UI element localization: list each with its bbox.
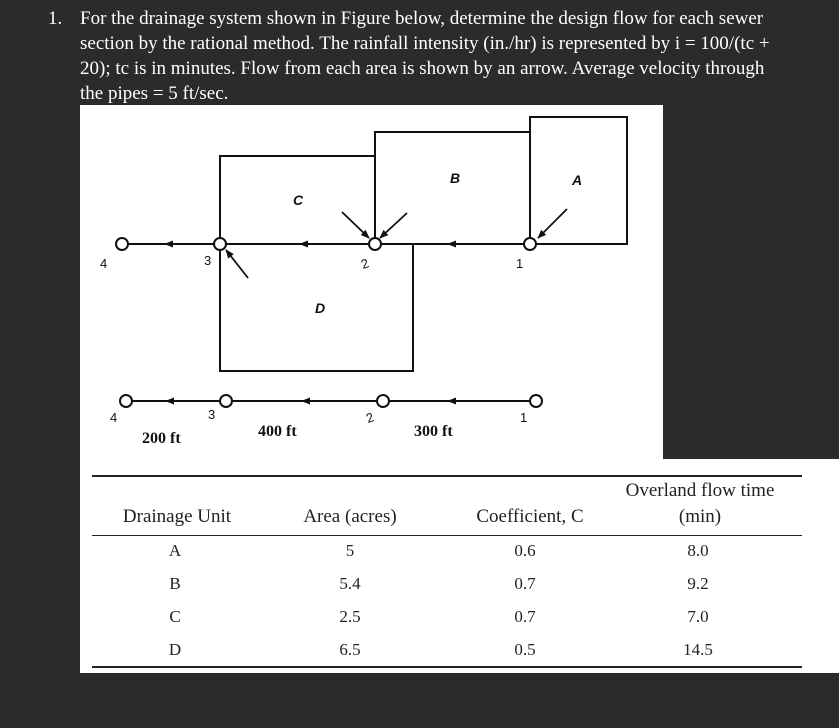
inflow-arrow-c bbox=[342, 212, 369, 238]
cell-coef-d: 0.5 bbox=[514, 640, 536, 659]
inflow-arrow-d bbox=[226, 250, 248, 278]
cell-unit-a: A bbox=[168, 541, 182, 560]
drainage-figure bbox=[80, 105, 663, 459]
profile-node-label-4: 4 bbox=[110, 410, 118, 425]
manhole-3 bbox=[214, 238, 226, 250]
cell-time-b: 9.2 bbox=[687, 574, 709, 593]
area-b-outline bbox=[375, 132, 530, 244]
node-label-1: 1 bbox=[516, 256, 524, 271]
problem-number: 1. bbox=[48, 8, 63, 29]
profile-manhole-4 bbox=[120, 395, 132, 407]
problem-text bbox=[80, 6, 820, 106]
cell-area-a: 5 bbox=[345, 541, 355, 560]
area-label-a: A bbox=[572, 172, 583, 188]
cell-area-d: 6.5 bbox=[339, 640, 361, 659]
cell-coef-a: 0.6 bbox=[514, 541, 536, 560]
area-label-c: C bbox=[293, 192, 304, 208]
header-area: Area (acres) bbox=[303, 506, 397, 527]
problem-line-3: 20); tc is in minutes. Flow from each area is shown by an arrow. Average velocity through bbox=[80, 58, 765, 79]
node-label-4: 4 bbox=[100, 256, 108, 271]
cell-time-c: 7.0 bbox=[687, 607, 709, 626]
drainage-data-table bbox=[80, 459, 839, 673]
distance-label-3-4: 200 ft bbox=[142, 430, 181, 447]
profile-node-label-1: 1 bbox=[520, 410, 528, 425]
header-drainage-unit: Drainage Unit bbox=[122, 506, 232, 527]
inflow-arrow-b bbox=[380, 213, 407, 238]
profile-node-label-2: 2 bbox=[363, 409, 376, 426]
table-top-rule bbox=[92, 475, 802, 477]
problem-line-2: section by the rational method. The rainfall intensity (in./hr) is represented by i = 100/(tc + bbox=[80, 33, 770, 54]
cell-time-a: 8.0 bbox=[687, 541, 709, 560]
node-label-3: 3 bbox=[204, 253, 212, 268]
profile-manhole-1 bbox=[530, 395, 542, 407]
area-label-d: D bbox=[315, 300, 326, 316]
profile-node-label-3: 3 bbox=[208, 407, 216, 422]
cell-coef-b: 0.7 bbox=[514, 574, 536, 593]
header-overland-flow-time: Overland flow time bbox=[625, 480, 775, 501]
problem-line-1: For the drainage system shown in Figure below, determine the design flow for each sewer bbox=[80, 8, 764, 29]
inflow-arrow-a bbox=[538, 209, 567, 238]
cell-area-c: 2.5 bbox=[339, 607, 361, 626]
cell-unit-b: B bbox=[169, 574, 181, 593]
profile-manhole-3 bbox=[220, 395, 232, 407]
header-min: (min) bbox=[678, 506, 722, 527]
cell-unit-d: D bbox=[168, 640, 182, 659]
profile-manhole-2 bbox=[377, 395, 389, 407]
manhole-2 bbox=[369, 238, 381, 250]
cell-area-b: 5.4 bbox=[339, 574, 361, 593]
table-bottom-rule bbox=[92, 666, 802, 668]
node-label-2: 2 bbox=[358, 255, 371, 272]
cell-unit-c: C bbox=[169, 607, 181, 626]
manhole-1 bbox=[524, 238, 536, 250]
table-header-rule bbox=[92, 535, 802, 536]
distance-label-2-3: 400 ft bbox=[258, 423, 297, 440]
manhole-4 bbox=[116, 238, 128, 250]
cell-time-d: 14.5 bbox=[683, 640, 713, 659]
header-coefficient: Coefficient, C bbox=[476, 506, 584, 527]
distance-label-1-2: 300 ft bbox=[414, 423, 453, 440]
area-label-b: B bbox=[450, 170, 461, 186]
drainage-diagram bbox=[80, 105, 663, 459]
cell-coef-c: 0.7 bbox=[514, 607, 536, 626]
problem-line-4: the pipes = 5 ft/sec. bbox=[80, 83, 229, 104]
